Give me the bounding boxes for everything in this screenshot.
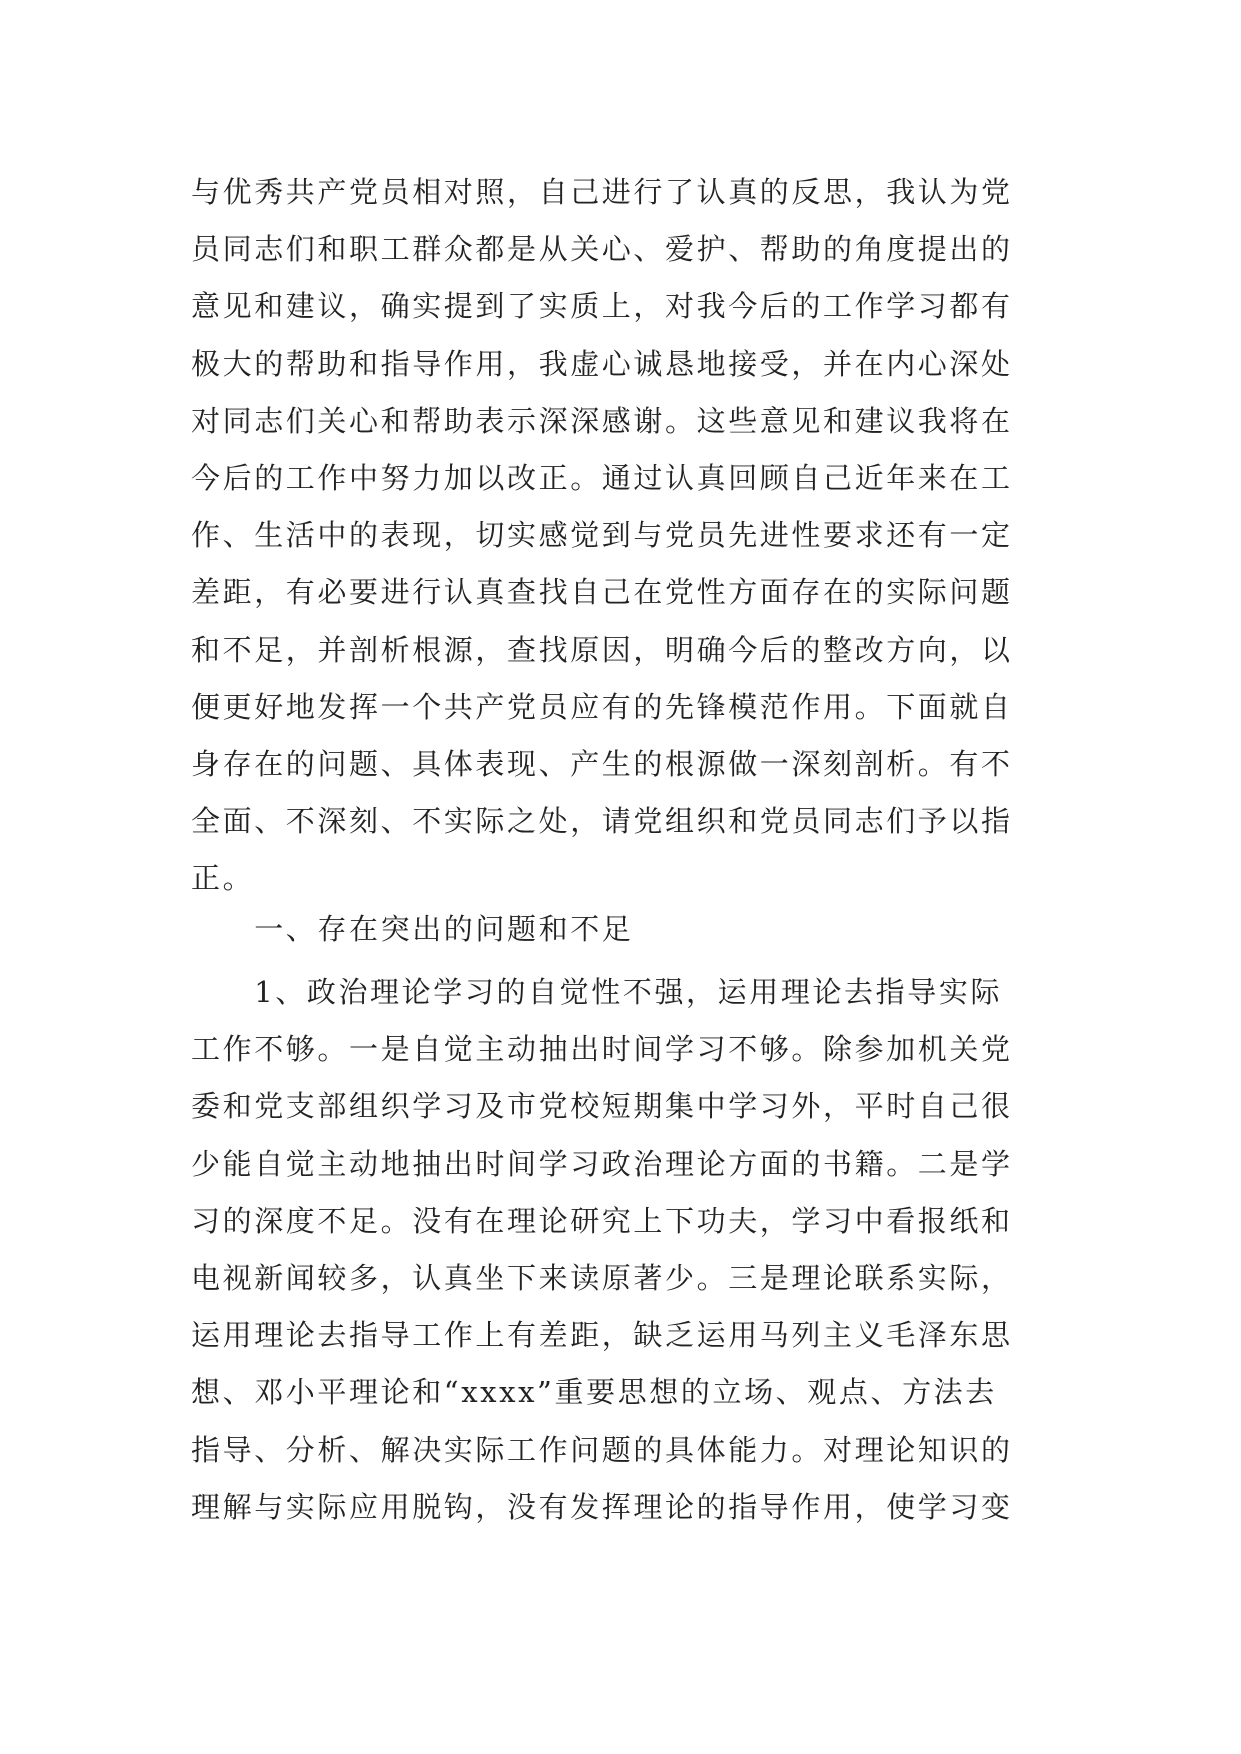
text-line: 工作不够。一是自觉主动抽出时间学习不够。除参加机关党	[191, 1032, 1013, 1067]
text-line: 少能自觉主动地抽出时间学习政治理论方面的书籍。二是学	[191, 1146, 1013, 1181]
text-line: 今后的工作中努力加以改正。通过认真回顾自己近年来在工	[191, 460, 1013, 495]
text-line: 电视新闻较多，认真坐下来读原著少。三是理论联系实际，	[191, 1260, 1013, 1295]
text-line: 1、政治理论学习的自觉性不强，运用理论去指导实际	[191, 975, 1003, 1009]
text-line: 意见和建议，确实提到了实质上，对我今后的工作学习都有	[191, 289, 1013, 324]
text-line: 极大的帮助和指导作用，我虚心诚恳地接受，并在内心深处	[191, 346, 1013, 381]
text-line: 作、生活中的表现，切实感觉到与党员先进性要求还有一定	[191, 518, 1013, 553]
text-line: 正。	[191, 861, 255, 896]
text-line: 全面、不深刻、不实际之处，请党组织和党员同志们予以指	[191, 804, 1013, 839]
paragraph-issue-1	[191, 964, 1061, 1536]
text-line: 运用理论去指导工作上有差距，缺乏运用马列主义毛泽东思	[191, 1318, 1013, 1353]
text-line: 与优秀共产党员相对照，自己进行了认真的反思，我认为党	[191, 175, 1013, 209]
paragraph-self-reflection	[191, 164, 1061, 907]
text-line: 习的深度不足。没有在理论研究上下功夫，学习中看报纸和	[191, 1203, 1013, 1238]
text-line: 和不足，并剖析根源，查找原因，明确今后的整改方向，以	[191, 632, 1013, 667]
text-line: 想、邓小平理论和“xxxx”重要思想的立场、观点、方法去	[191, 1375, 997, 1410]
text-line: 委和党支部组织学习及市党校短期集中学习外，平时自己很	[191, 1089, 1013, 1124]
text-line: 指导、分析、解决实际工作问题的具体能力。对理论知识的	[191, 1432, 1013, 1467]
text-line: 身存在的问题、具体表现、产生的根源做一深刻剖析。有不	[191, 746, 1013, 781]
text-line: 对同志们关心和帮助表示深深感谢。这些意见和建议我将在	[191, 403, 1013, 438]
text-line: 理解与实际应用脱钩，没有发挥理论的指导作用，使学习变	[191, 1489, 1013, 1524]
text-line: 便更好地发挥一个共产党员应有的先锋模范作用。下面就自	[191, 689, 1013, 724]
text-line: 差距，有必要进行认真查找自己在党性方面存在的实际问题	[191, 575, 1013, 610]
section-heading-text: 一、存在突出的问题和不足	[191, 912, 634, 946]
section-heading	[191, 901, 1061, 958]
text-line: 员同志们和职工群众都是从关心、爱护、帮助的角度提出的	[191, 232, 1013, 267]
